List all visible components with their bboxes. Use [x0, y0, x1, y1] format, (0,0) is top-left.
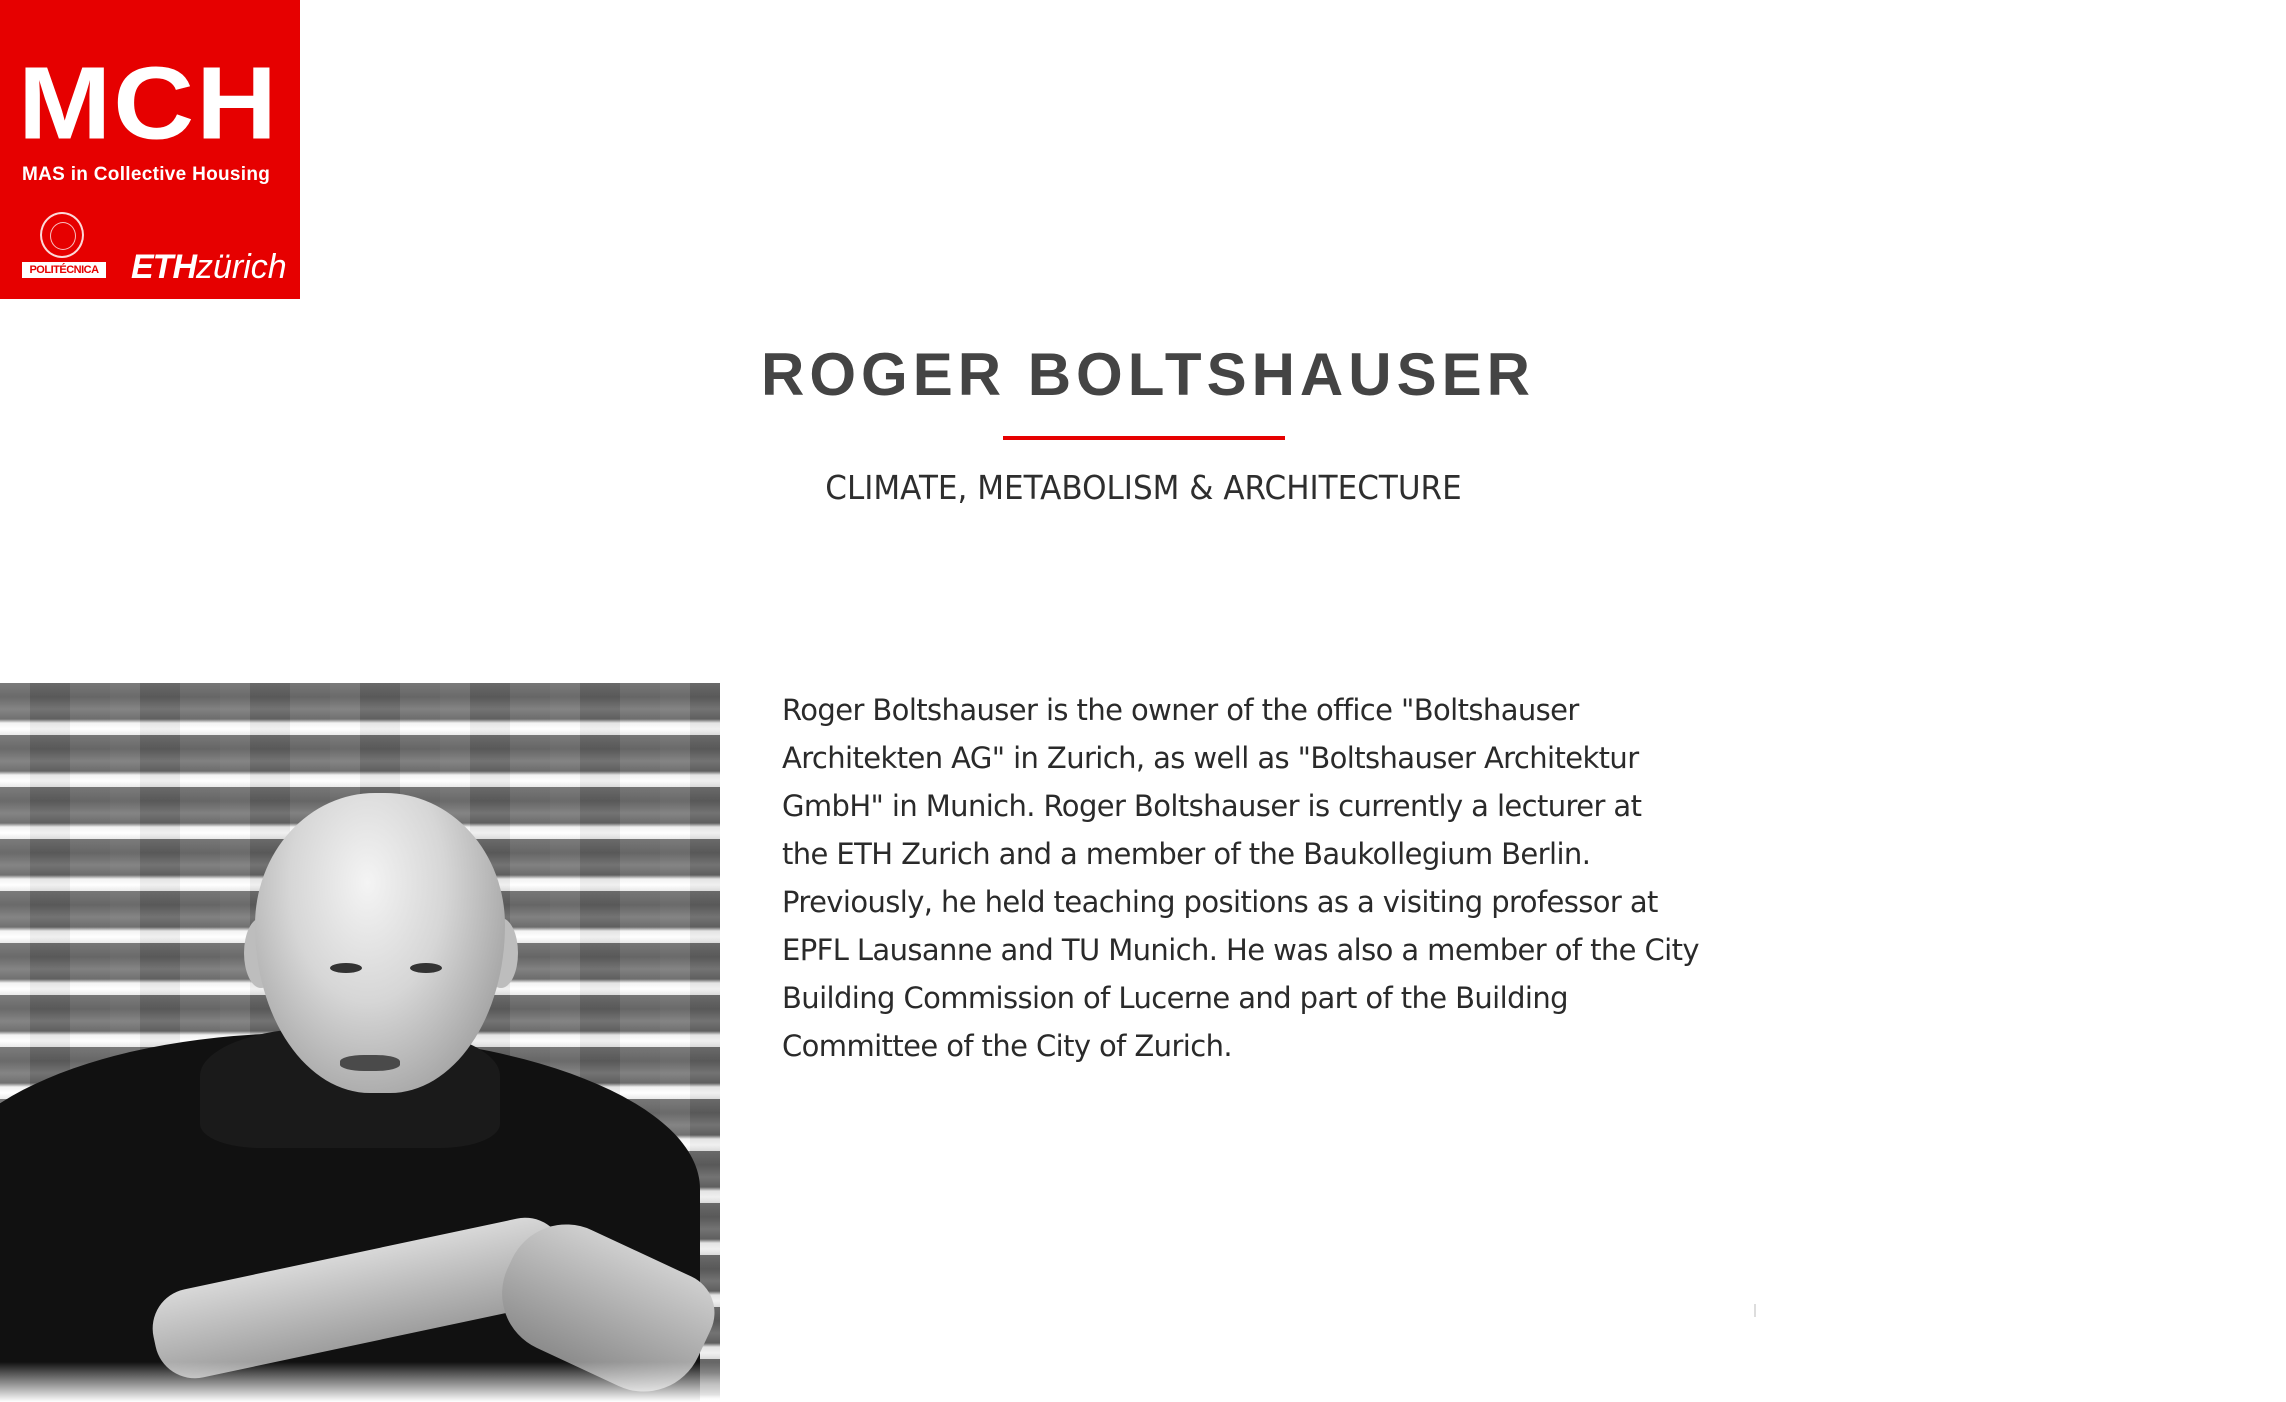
- zurich-label: zürich: [196, 248, 287, 286]
- mch-logo[interactable]: [0, 0, 300, 299]
- bio-paragraph: [782, 686, 1712, 1070]
- page-title: ROGER BOLTSHAUSER: [761, 341, 1535, 408]
- page-subtitle: CLIMATE, METABOLISM & ARCHITECTURE: [824, 468, 1462, 507]
- portrait-fade: [0, 1362, 720, 1402]
- page-title-container: [0, 340, 2286, 410]
- portrait-eye-left: [330, 963, 362, 973]
- logo-acronym: MCH: [18, 45, 280, 161]
- politecnica-seal-icon: [40, 212, 84, 258]
- bio-line: Architekten AG" in Zurich, as well as "Boltshauser Architektur: [782, 741, 1639, 775]
- title-divider: [1003, 436, 1285, 440]
- page-subtitle-container: [0, 466, 2286, 510]
- bio-line: GmbH" in Munich. Roger Boltshauser is currently a lecturer at: [782, 789, 1642, 823]
- logo-program-name: MAS in Collective Housing: [22, 164, 271, 185]
- bio-line: Committee of the City of Zurich.: [782, 1029, 1232, 1063]
- bio-line: Previously, he held teaching positions as a visiting professor at: [782, 885, 1658, 919]
- portrait-mouth: [340, 1055, 400, 1071]
- eth-zurich-logo: [131, 250, 287, 284]
- eth-label: ETH: [131, 248, 196, 286]
- bio-line: Building Commission of Lucerne and part of the Building: [782, 981, 1568, 1015]
- text-cursor-mark: [1754, 1304, 1756, 1317]
- bio-line: Roger Boltshauser is the owner of the office "Boltshauser: [782, 693, 1579, 727]
- bio-line: the ETH Zurich and a member of the Baukollegium Berlin.: [782, 837, 1591, 871]
- politecnica-label: POLITÉCNICA: [22, 262, 106, 278]
- portrait-photo: [0, 683, 720, 1402]
- portrait-eye-right: [410, 963, 442, 973]
- bio-line: EPFL Lausanne and TU Munich. He was also a member of the City: [782, 933, 1699, 967]
- portrait-head: [255, 793, 505, 1093]
